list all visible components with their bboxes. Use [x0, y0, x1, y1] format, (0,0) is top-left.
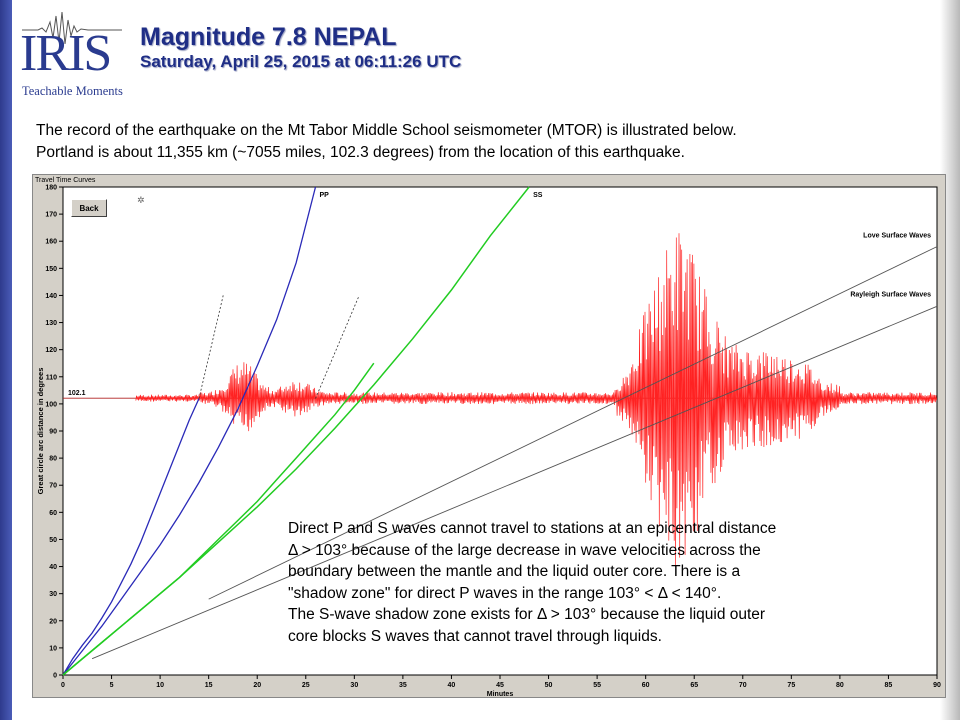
- annotation-line: Direct P and S waves cannot travel to stations at an epicentral distance: [288, 520, 777, 537]
- x-tick-label: 85: [884, 682, 893, 689]
- x-tick-label: 75: [787, 682, 796, 689]
- x-tick-label: 55: [593, 682, 602, 689]
- annotation-line: boundary between the mantle and the liquid outer core. There is a: [288, 563, 741, 580]
- intro-line-2: Portland is about 11,355 km (~7055 miles, 102.3 degrees) from the location of this earthquake.: [36, 144, 685, 161]
- y-tick-label: 130: [45, 320, 57, 328]
- y-tick-label: 50: [49, 536, 57, 544]
- x-tick-label: 45: [496, 682, 504, 689]
- x-tick-label: 65: [690, 682, 699, 689]
- station-distance-label: 102.1: [68, 390, 86, 398]
- annotation-line: core blocks S waves that cannot travel through liquids.: [288, 627, 662, 645]
- x-axis-label: Minutes: [486, 691, 514, 697]
- intro-line-1: The record of the earthquake on the Mt Tabor Middle School seismometer (MTOR) is illustrated below.: [36, 122, 737, 139]
- y-tick-label: 30: [49, 591, 57, 599]
- x-tick-label: 80: [835, 682, 844, 689]
- intro-text: [36, 120, 916, 164]
- y-tick-label: 150: [45, 265, 57, 273]
- y-tick-label: 100: [45, 401, 57, 409]
- x-tick-label: 40: [447, 682, 456, 689]
- x-tick-label: 35: [398, 682, 407, 689]
- x-tick-label: 70: [738, 682, 747, 689]
- y-tick-label: 20: [49, 618, 57, 626]
- logo-tagline: Teachable Moments: [22, 84, 123, 98]
- cursor-icon: ✲: [137, 196, 145, 206]
- series-label: PP: [319, 192, 329, 199]
- x-tick-label: 5: [109, 682, 114, 689]
- x-tick-label: 60: [641, 682, 650, 689]
- x-tick-label: 50: [544, 682, 553, 689]
- annotation-line: Δ > 103° because of the large decrease in wave velocities across the: [288, 541, 761, 559]
- window-caption: Travel Time Curves: [35, 177, 96, 184]
- x-tick-label: 25: [301, 682, 310, 689]
- x-tick-label: 10: [156, 682, 165, 689]
- annotation-line: The S-wave shadow zone exists for Δ > 103° because the liquid outer: [288, 606, 766, 623]
- y-tick-label: 140: [45, 292, 57, 300]
- y-tick-label: 110: [45, 374, 57, 382]
- y-tick-label: 70: [49, 482, 57, 490]
- x-tick-label: 0: [61, 682, 65, 689]
- back-button[interactable]: Back: [71, 199, 107, 217]
- series-label: Love Surface Waves: [863, 232, 931, 240]
- shadow-zone-explanation: [288, 518, 888, 647]
- y-tick-label: 180: [45, 184, 57, 192]
- y-tick-label: 120: [45, 347, 57, 355]
- y-axis-label: Great circle arc distance in degrees: [36, 367, 45, 495]
- y-tick-label: 60: [49, 509, 57, 517]
- x-tick-label: 15: [204, 682, 213, 689]
- series-label: Rayleigh Surface Waves: [850, 291, 931, 299]
- series-label: SS: [533, 192, 543, 199]
- x-tick-label: 30: [350, 682, 359, 689]
- x-tick-label: 20: [253, 682, 262, 689]
- y-tick-label: 0: [53, 672, 57, 680]
- y-tick-label: 160: [45, 238, 57, 246]
- y-tick-label: 10: [49, 645, 57, 653]
- y-tick-label: 90: [49, 428, 57, 436]
- iris-logo: [18, 8, 130, 104]
- accent-bar: [0, 0, 12, 720]
- y-tick-label: 80: [49, 455, 57, 463]
- page-subtitle: Saturday, April 25, 2015 at 06:11:26 UTC: [140, 52, 462, 71]
- y-tick-label: 40: [49, 564, 57, 572]
- logo-wordmark: IRIS: [20, 25, 111, 82]
- annotation-line: "shadow zone" for direct P waves in the range 103° < Δ < 140°.: [288, 584, 722, 602]
- y-tick-label: 170: [45, 211, 57, 219]
- page-title: Magnitude 7.8 NEPAL: [140, 23, 397, 51]
- x-tick-label: 90: [933, 682, 941, 689]
